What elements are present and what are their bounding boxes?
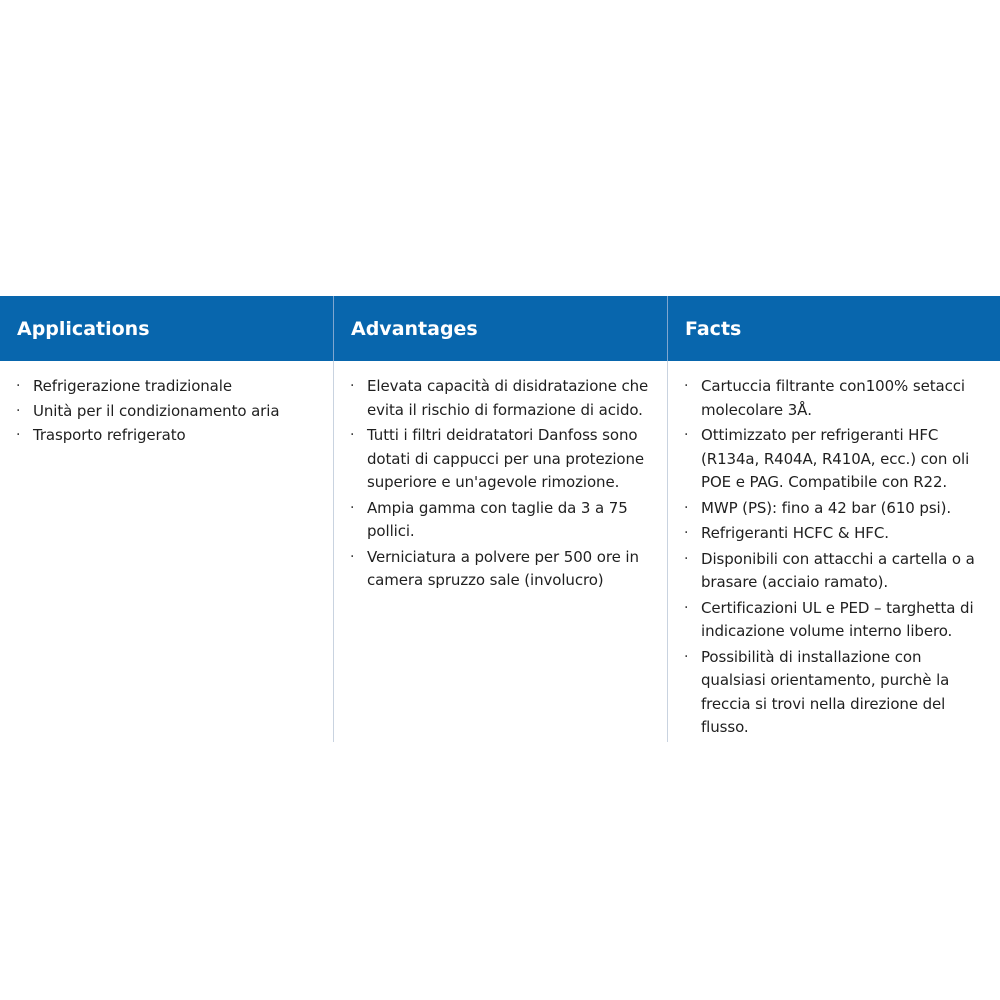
bullet-icon: ·: [684, 499, 689, 516]
list-item: [684, 522, 988, 546]
facts-column: [667, 296, 1000, 742]
advantages-column: [333, 296, 667, 742]
list-item: [684, 424, 988, 495]
facts-header: Facts: [667, 296, 1000, 361]
applications-column: [0, 296, 333, 742]
bullet-icon: ·: [16, 427, 21, 443]
list-item-text: Elevata capacità di disidratazione che evita il rischio di formazione di acido.: [367, 377, 649, 419]
list-item-text: Refrigerazione tradizionale: [33, 377, 232, 395]
list-item: [684, 497, 988, 521]
applications-list: [0, 361, 333, 448]
bullet-icon: ·: [16, 402, 21, 419]
list-item: [16, 424, 321, 448]
bullet-icon: ·: [350, 427, 355, 443]
list-item-text: Refrigeranti HCFC & HFC.: [701, 524, 889, 542]
bullet-icon: ·: [684, 599, 689, 616]
bullet-icon: ·: [16, 378, 21, 394]
list-item: [350, 375, 655, 422]
facts-list: [668, 361, 1000, 740]
bullet-icon: ·: [684, 525, 689, 541]
bullet-icon: ·: [684, 427, 689, 443]
bullet-icon: ·: [684, 550, 689, 567]
list-item: [16, 400, 321, 424]
list-item-text: Ampia gamma con taglie da 3 a 75 pollici.: [367, 498, 628, 540]
bullet-icon: ·: [350, 499, 355, 516]
bullet-icon: ·: [350, 548, 355, 565]
list-item-text: Tutti i filtri deidratatori Danfoss sono dotati di cappucci per una protezione superiore e un'agevole rimozione.: [367, 426, 645, 491]
advantages-list: [334, 361, 667, 593]
list-item: [684, 548, 988, 595]
list-item-text: Trasporto refrigerato: [33, 426, 186, 444]
list-item-text: Possibilità di installazione con qualsiasi orientamento, purchè la freccia si trovi nella direzione del flusso.: [701, 647, 950, 736]
bullet-icon: ·: [684, 378, 689, 394]
list-item-text: Unità per il condizionamento aria: [33, 401, 280, 420]
list-item: [350, 497, 655, 544]
list-item-text: Cartuccia filtrante con100% setacci molecolare 3Å.: [701, 377, 965, 419]
bullet-icon: ·: [684, 648, 689, 665]
list-item: [684, 597, 988, 644]
list-item: [350, 424, 655, 495]
list-item-text: Certificazioni UL e PED – targhetta di indicazione volume interno libero.: [701, 598, 974, 640]
list-item: [684, 375, 988, 422]
list-item-text: Ottimizzato per refrigeranti HFC (R134a, R404A, R410A, ecc.) con oli POE e PAG. Compatibile con R22.: [701, 426, 970, 491]
applications-header: Applications: [0, 296, 333, 361]
list-item: [16, 375, 321, 399]
list-item-text: Verniciatura a polvere per 500 ore in camera spruzzo sale (involucro): [367, 547, 639, 589]
list-item: [684, 646, 988, 740]
advantages-header: Advantages: [333, 296, 667, 361]
list-item-text: MWP (PS): fino a 42 bar (610 psi).: [701, 498, 952, 517]
list-item-text: Disponibili con attacchi a cartella o a brasare (acciaio ramato).: [701, 549, 975, 591]
list-item: [350, 546, 655, 593]
feature-table: [0, 296, 1000, 736]
bullet-icon: ·: [350, 378, 355, 394]
